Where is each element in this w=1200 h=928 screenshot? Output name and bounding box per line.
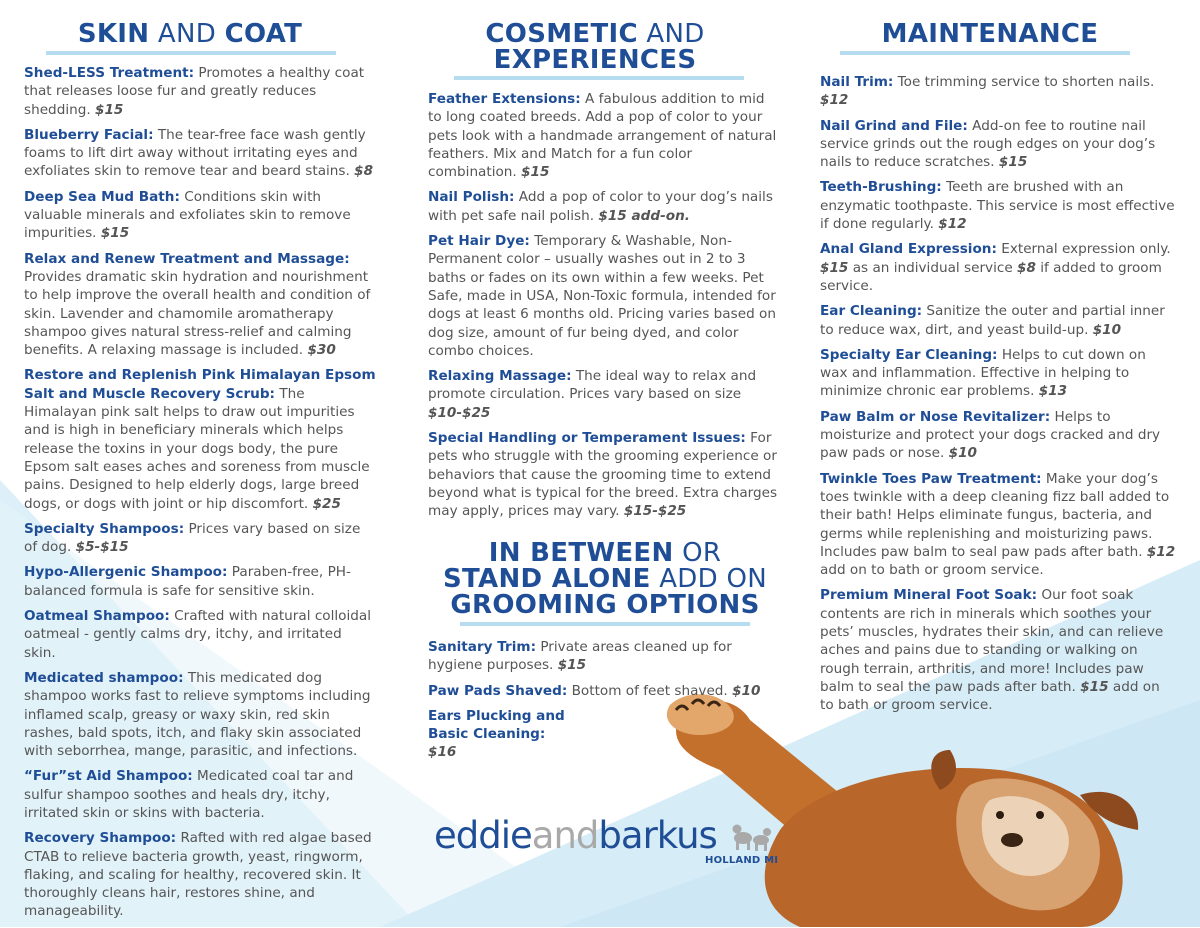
- maintenance-heading: MAINTENANCE: [881, 19, 1099, 49]
- service-item: Teeth-Brushing: Teeth are brushed with an enzymatic toothpaste. This service is most effective if done regularly. $12: [820, 179, 1175, 233]
- service-item: Medicated shampoo: This medicated dog shampoo works fast to relieve symptoms including inflamed scalp, greasy or waxy skin, red skin rashes, bald spots, itch, and flaky skin associated with seborrhea, mange, parasitic, and infections.: [24, 669, 371, 760]
- service-item: Hypo-Allergenic Shampoo: Paraben-free, PH-balanced formula is safe for sensitive skin.: [24, 564, 351, 599]
- cosmetic-heading: COSMETIC AND EXPERIENCES: [485, 19, 705, 75]
- dog-silhouettes-icon: [731, 820, 773, 854]
- cosmetic-rule: [454, 76, 744, 80]
- service-item: Relaxing Massage: The ideal way to relax and promote circulation. Prices vary based on size $10-$25: [428, 368, 757, 421]
- service-item: Paw Pads Shaved: Bottom of feet shaved. $10: [428, 682, 761, 699]
- add-on-heading: IN BETWEEN OR STAND ALONE ADD ON GROOMING OPTIONS: [442, 538, 768, 620]
- maintenance-column: [820, 73, 1176, 722]
- service-item: Blueberry Facial: The tear-free face wash gently foams to lift dirt away without irritating eyes and exfoliates skin to remove tear and beard stains. $8: [24, 126, 374, 180]
- service-item: Paw Balm or Nose Revitalizer: Helps to moisturize and protect your dogs cracked and dry paw pads or nose. $10: [820, 408, 1161, 462]
- service-item: Feather Extensions: A fabulous addition to mid to long coated breeds. Add a pop of color to your pets look with a handmade arrangement of natural feathers. Mix and Match for a fun color combination. $15: [428, 91, 777, 181]
- add-on-column: [428, 638, 780, 769]
- service-item: Recovery Shampoo: Rafted with red algae based CTAB to relieve bacteria growth, yeast, ringworm, flaking, and scaling for healthy, recovered skin. It thoroughly cleans hair, restores shine, and manageability.: [24, 830, 372, 920]
- service-item: Nail Polish: Add a pop of color to your dog’s nails with pet safe nail polish. $15 add-on.: [428, 189, 773, 224]
- skin-coat-column: [24, 64, 376, 928]
- location-label: HOLLAND MI: [705, 855, 779, 866]
- service-item: Oatmeal Shampoo: Crafted with natural colloidal oatmeal - gently calms dry, itchy, and irritated skin.: [24, 608, 371, 661]
- service-item: Shed-LESS Treatment: Promotes a healthy coat that releases loose fur and greatly reduces shedding. $15: [24, 65, 365, 118]
- service-item: Specialty Shampoos: Prices vary based on size of dog. $5-$15: [24, 520, 361, 556]
- service-item: Ear Cleaning: Sanitize the outer and partial inner to reduce wax, dirt, and yeast build-up. $10: [820, 303, 1165, 338]
- service-item: Specialty Ear Cleaning: Helps to cut down on wax and inflammation. Effective in helping to minimize chronic ear problems. $13: [820, 346, 1146, 400]
- service-item: Deep Sea Mud Bath: Conditions skin with valuable minerals and exfoliates skin to remove impurities. $15: [24, 188, 351, 242]
- brand-logo: eddieandbarkus: [434, 814, 717, 857]
- service-item: Premium Mineral Foot Soak: Our foot soak contents are rich in minerals which soothes your pets’ muscles, hydrates their skin, and can relieve aches and pains due to standing or walking on rough terrain, arthritis, and more! Includes paw balm to seal the paw pads after bath. $15 add on to bath or groom service.: [820, 587, 1164, 714]
- skin-coat-rule: [46, 51, 336, 55]
- maintenance-rule: [840, 51, 1130, 55]
- service-item: Restore and Replenish Pink Himalayan Epsom Salt and Muscle Recovery Scrub: The Himalayan pink salt helps to draw out impurities and is high in beneficiary minerals which helps release the toxins in your dogs body, the pure Epsom salt eases aches and soreness from muscle pains. Designed to help elderly dogs, large breed dogs, or dogs with joint or hip discomfort. $25: [24, 367, 376, 512]
- service-item: Nail Grind and File: Add-on fee to routine nail service grinds out the rough edges on your dog’s nails to reduce scratches. $15: [820, 117, 1156, 171]
- service-item: Relax and Renew Treatment and Massage: Provides dramatic skin hydration and nourishment to help improve the overall health and condition of skin. Lavender and chamomile aromatherapy shampoo gives natural stress-relief and calming benefits. A relaxing massage is included. $30: [24, 250, 371, 359]
- service-item: Nail Trim: Toe trimming service to shorten nails. $12: [820, 74, 1155, 109]
- service-item: Pet Hair Dye: Temporary & Washable, Non-Permanent color – usually washes out in 2 to 3 baths or fades on its own within a few weeks. Pet Safe, made in USA, Non-Toxic formula, intended for dogs at least 6 months old. Pricing varies based on dog size, amount of fur being dyed, and color combo choices.: [428, 233, 776, 359]
- service-item: Special Handling or Temperament Issues: For pets who struggle with the grooming experience or behaviors that cause the grooming time to extend beyond what is typical for the breed. Extra charges may apply, prices may vary. $15-$25: [428, 430, 778, 520]
- cosmetic-column: [428, 90, 780, 528]
- service-item: Anal Gland Expression: External expression only. $15 as an individual service $8 if added to groom service.: [820, 241, 1171, 294]
- add-on-rule: [460, 622, 750, 626]
- skin-coat-heading: SKIN AND COAT: [77, 19, 303, 49]
- service-item: Twinkle Toes Paw Treatment: Make your dog’s toes twinkle with a deep cleaning fizz ball added to their bath! Helps eliminate fungus, bacteria, and germs while replenishing and moisturizing paws. Includes paw balm to seal paw pads after bath. $12 add on to bath or groom service.: [820, 470, 1176, 579]
- service-item: Ears Plucking and Basic Cleaning: $16: [428, 707, 565, 761]
- service-item: Sanitary Trim: Private areas cleaned up for hygiene purposes. $15: [428, 639, 732, 674]
- service-item: “Fur”st Aid Shampoo: Medicated coal tar and sulfur shampoo soothes and heals dry, itchy, irritated skin or skins with bacteria.: [24, 768, 354, 821]
